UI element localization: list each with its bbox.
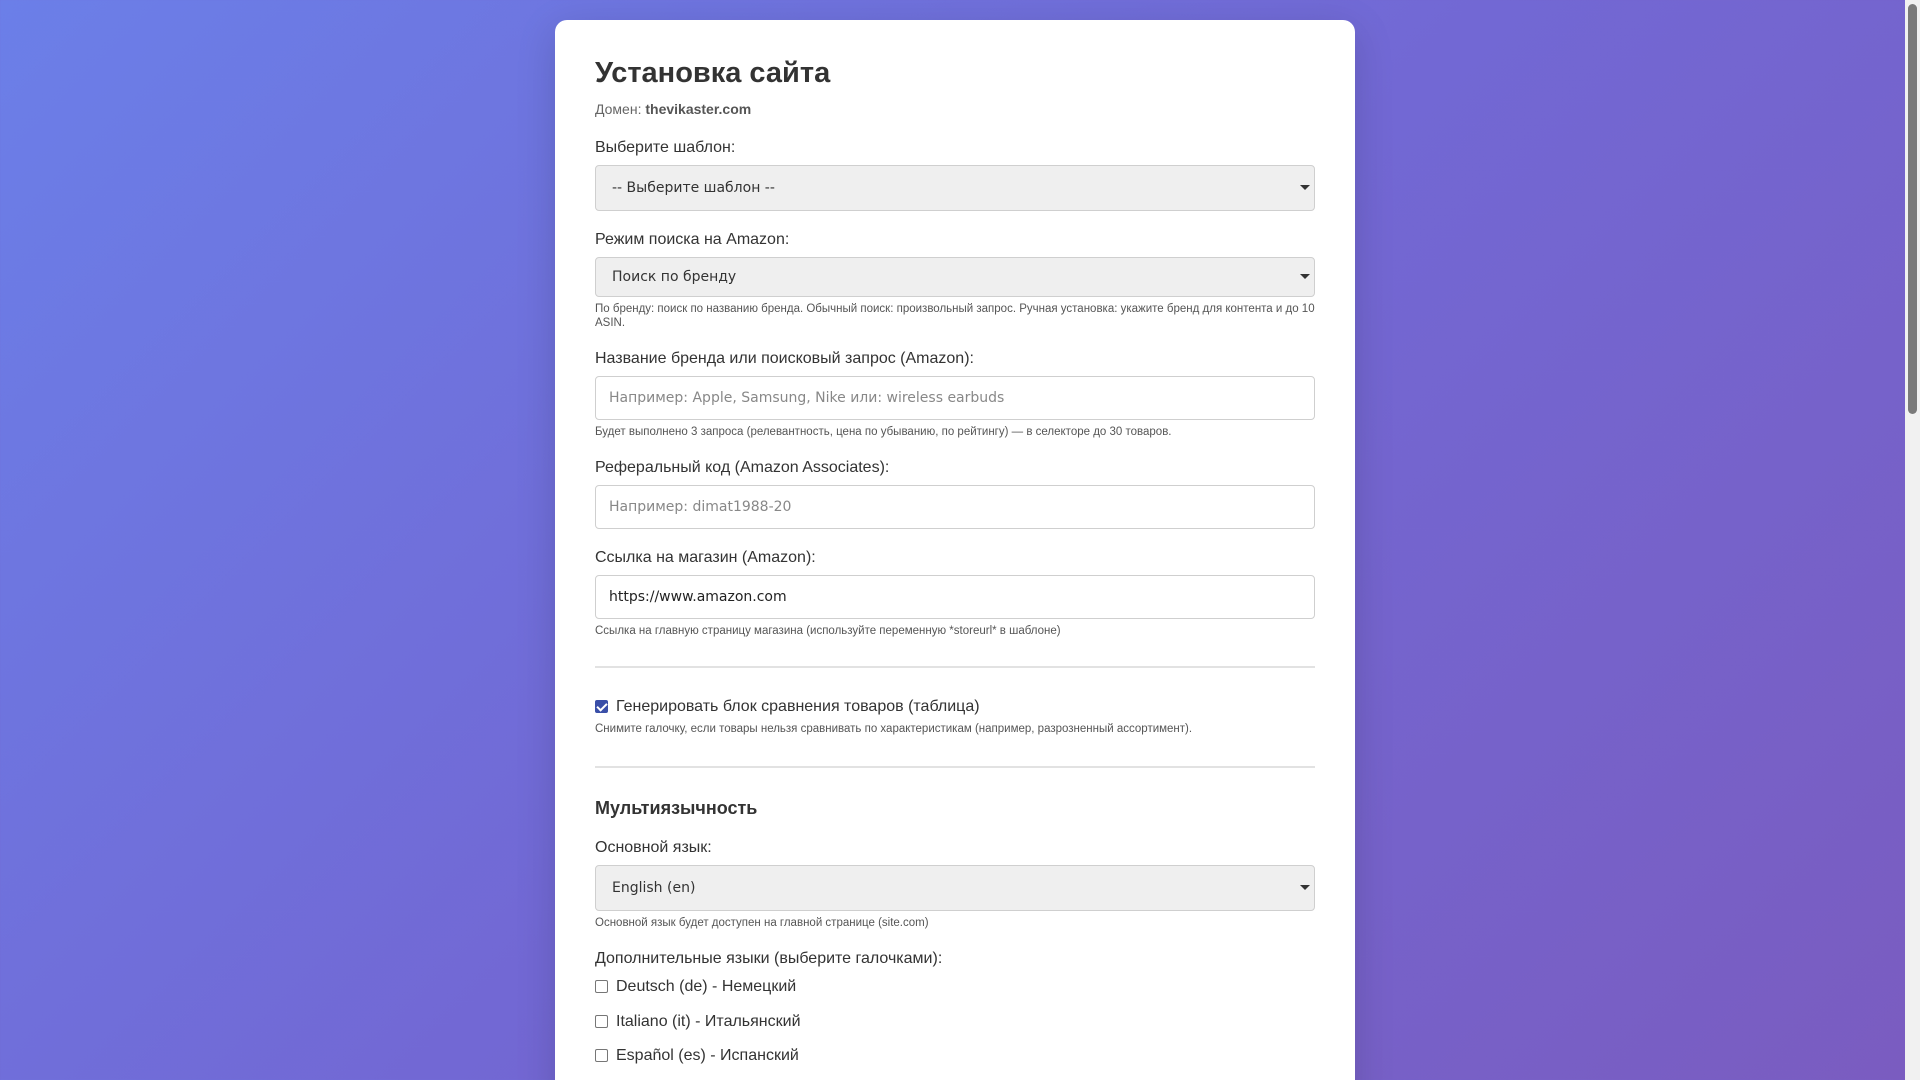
domain-label: Домен: [595,100,642,117]
extra-languages-label: Дополнительные языки (выберите галочками): [595,949,943,967]
search-mode-select[interactable] [595,257,1315,297]
brand-query-group [595,350,1315,439]
language-checkbox[interactable] [595,1015,608,1028]
brand-query-label: Название бренда или поисковый запрос (Amazon): [595,349,974,367]
referral-label: Реферальный код (Amazon Associates): [595,458,890,476]
comparison-checkbox[interactable] [595,700,608,713]
setup-form [595,56,1315,1065]
search-mode-label: Режим поиска на Amazon: [595,230,790,248]
chevron-down-icon [1300,274,1310,279]
language-checkbox[interactable] [595,1049,608,1062]
extra-languages-group [595,950,1315,1065]
primary-language-select[interactable] [595,865,1315,911]
chevron-down-icon [1300,185,1310,190]
primary-language-label: Основной язык: [595,838,712,856]
store-link-input[interactable]: https://www.amazon.com [595,575,1315,619]
comparison-hint: Снимите галочку, если товары нельзя сравнивать по характеристикам (например, разрозненный ассортимент). [595,722,1193,735]
domain-value: thevikaster.com [645,100,752,117]
primary-language-selected: English (en) [612,879,696,896]
store-link-label: Ссылка на магазин (Amazon): [595,548,816,566]
multilang-heading: Мультиязычность [595,797,758,818]
primary-language-hint: Основной язык будет доступен на главной странице (site.com) [595,916,929,929]
language-checkbox[interactable] [595,980,608,993]
comparison-label: Генерировать блок сравнения товаров (таблица) [616,697,980,715]
domain-line [595,101,1315,117]
comparison-checkbox-row[interactable] [595,698,1315,716]
language-label: Deutsch (de) - Немецкий [616,977,797,995]
search-mode-hint: По бренду: поиск по названию бренда. Обычный поиск: произвольный запрос. Ручная установка: укажите бренд для контента и до 10 ASIN. [595,302,1315,329]
template-select[interactable] [595,165,1315,211]
search-mode-group [595,231,1315,330]
template-group [595,139,1315,211]
language-option-de[interactable] [595,978,1315,996]
divider [595,666,1315,668]
store-link-hint: Ссылка на главную страницу магазина (используйте переменную *storeurl* в шаблоне) [595,624,1061,637]
divider [595,766,1315,768]
brand-query-hint: Будет выполнено 3 запроса (релевантность, цена по убыванию, по рейтингу) — в селекторе до 30 товаров. [595,425,1172,438]
chevron-down-icon [1300,885,1310,890]
language-label: Español (es) - Испанский [616,1046,799,1064]
language-option-es[interactable] [595,1047,1315,1065]
brand-query-input[interactable]: Например: Apple, Samsung, Nike или: wireless earbuds [595,376,1315,420]
referral-input[interactable]: Например: dimat1988-20 [595,485,1315,529]
scrollbar-thumb[interactable] [1908,4,1917,414]
search-mode-selected: Поиск по бренду [612,268,737,285]
page-scrollbar[interactable] [1905,0,1920,1080]
setup-card [555,20,1355,1080]
primary-language-group [595,839,1315,930]
language-option-it[interactable] [595,1013,1315,1031]
store-link-group [595,549,1315,638]
referral-group [595,459,1315,529]
language-label: Italiano (it) - Итальянский [616,1012,801,1030]
comparison-group [595,698,1315,736]
page-title: Установка сайта [595,57,831,89]
template-selected: -- Выберите шаблон -- [612,179,775,196]
template-label: Выберите шаблон: [595,138,736,156]
